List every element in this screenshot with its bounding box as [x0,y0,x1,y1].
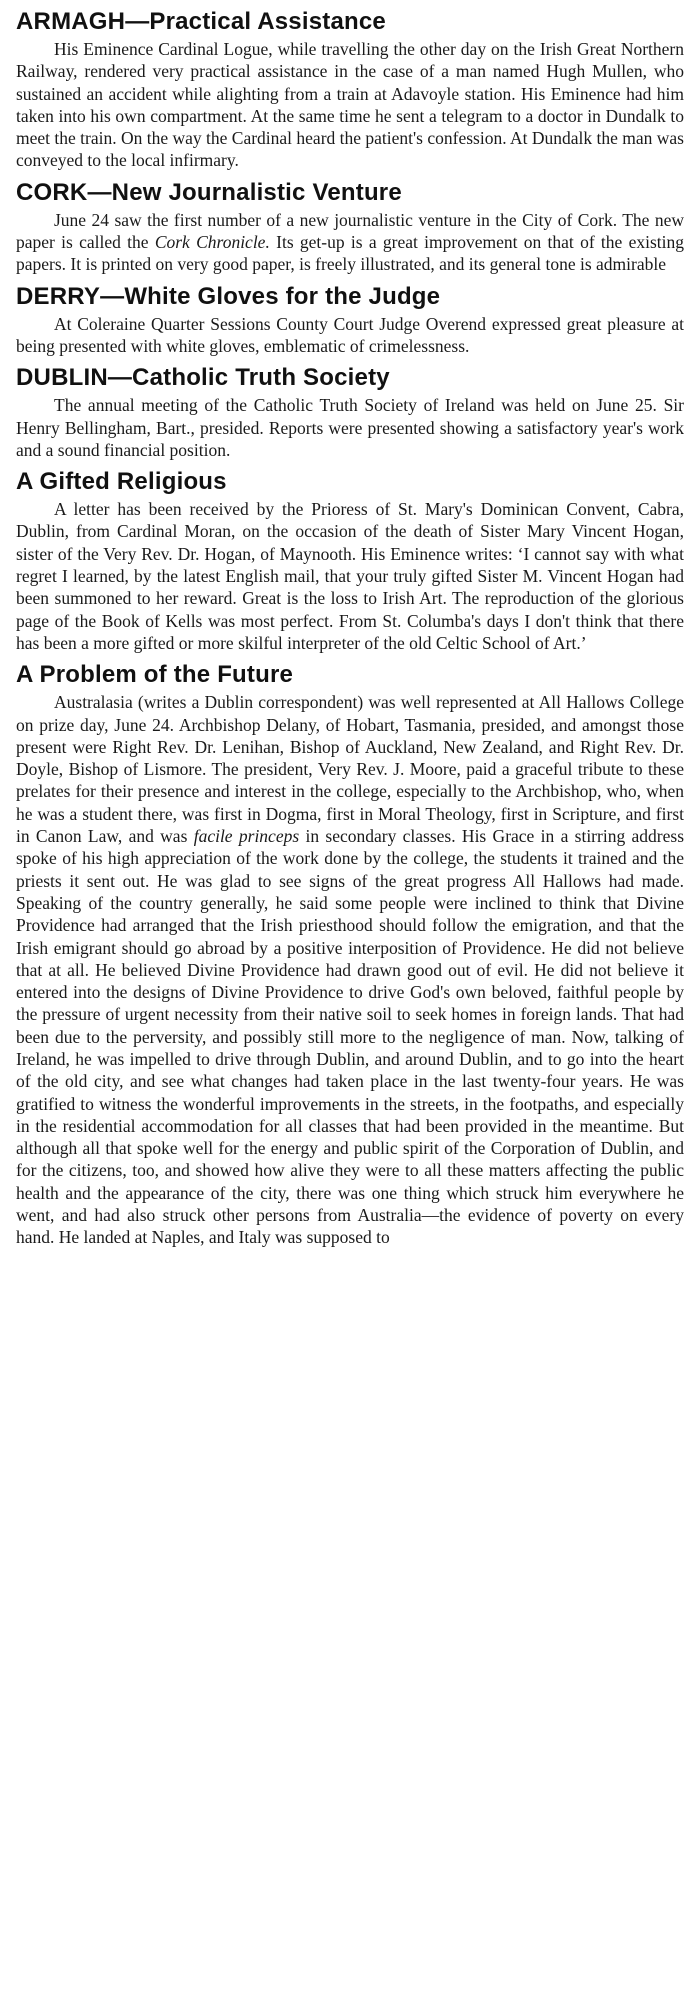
article-headline: DUBLIN—Catholic Truth Society [16,364,390,392]
article-body [16,691,684,1248]
newspaper-title: Cork Chronicle. [154,232,270,253]
newspaper-column [16,6,684,1256]
article-problem-of-the-future [16,661,684,1248]
body-text-run: June 24 saw the first number of a new journalistic venture in the City of Cork. The new paper is called the [16,209,684,253]
body-text-run: in secondary classes. His Grace in a stirring address spoke of his high appreciation of the work done by the college, the students it trained and the priests it sent out. He was glad to see signs of the great progress All Hallows had made. Speaking of the country generally, he said some people were inclined to think that Divine Providence had arranged that the Irish priesthood should follow the emigration, and that the Irish emigrant should go abroad by a positive interposition of Providence. He did not believe that at all. He believed Divine Providence had drawn good out of evil. He did not believe it entered into the designs of Divine Providence to drive God's own beloved, faithful people by the pressure of urgent necessity from their native soil to seek homes in foreign lands. That had been due to the perversity, and possibly still more to the negligence of man. Now, talking of Ireland, he was impelled to drive through Dublin, and around Dublin, and to go into the heart of the old city, and see what changes had taken place in the last twenty-four years. He was gratified to witness the wonderful improvements in the streets, in the footpaths, and especially in the residential accommodation for all classes that had been provided in the meantime. But although all that spoke well for the energy and public spirit of the Corporation of Dublin, and for the citizens, too, and showed how alive they were to all these matters affecting the public health and the appearance of the city, there was one thing which struck him everywhere he went, and had also struck other persons from Australia—the evidence of poverty on every hand. He landed at Naples, and Italy was supposed to [16,826,685,1248]
article-headline: DERRY—White Gloves for the Judge [16,282,441,310]
article-gifted-religious [16,468,684,654]
article-body: A letter has been received by the Prioress of St. Mary's Dominican Convent, Cabra, Dublin, from Cardinal Moran, on the occasion of the death of Sister Mary Vincent Hogan, sister of the Very Rev. Dr. Hogan, of Maynooth. His Eminence writes: ‘I cannot say with what regret I learned, by the latest English mail, that your truly gifted Sister M. Vincent Hogan had been summoned to her reward. Great is the loss to Irish Art. The reproduction of the glorious page of the Book of Kells was most perfect. From St. Columba's days I don't think that there has been a more gifted or more skilful interpreter of the old Celtic School of Art.’ [16,499,684,653]
body-text-run: Australasia (writes a Dublin correspondent) was well represented at All Hallows College on prize day, June 24. Archbishop Delany, of Hobart, Tasmania, presided, and amongst those present were Right Rev. Dr. Lenihan, Bishop of Auckland, New Zealand, and Right Rev. Dr. Doyle, Bishop of Lismore. The president, Very Rev. J. Moore, paid a graceful tribute to these prelates for their presence and interest in the college, especially to the Archbishop, who, when he was a student there, was first in Dogma, first in Moral Theology, first in Scripture, and first in Canon Law, and was [16,692,684,847]
article-body: At Coleraine Quarter Sessions County Court Judge Overend expressed great pleasure at being presented with white gloves, emblematic of crimelessness. [16,313,684,356]
latin-phrase: facile princeps [193,826,300,847]
article-cork [16,179,684,276]
article-dublin [16,364,684,461]
article-body: The annual meeting of the Catholic Truth Society of Ireland was held on June 25. Sir Henry Bellingham, Bart., presided. Reports were presented showing a satisfactory year's work and a sound financial position. [16,395,684,460]
article-headline: CORK—New Journalistic Venture [16,178,402,206]
article-headline: A Gifted Religious [16,468,227,496]
article-armagh [16,8,684,172]
article-body: His Eminence Cardinal Logue, while travelling the other day on the Irish Great Northern Railway, rendered very practical assistance in the case of a man named Hugh Mullen, who sustained an accident while alighting from a train at Adavoyle station. His Eminence had him taken into his own compartment. At the same time he sent a telegram to a doctor in Dundalk to meet the train. On the way the Cardinal heard the patient's confession. At Dundalk the man was conveyed to the local infirmary. [16,39,684,171]
article-body [16,209,684,276]
article-headline: A Problem of the Future [16,661,294,689]
article-derry [16,283,684,358]
body-text-run: Its get-up is a great improvement on that of the existing papers. It is printed on very good paper, is freely illustrated, and its general tone is admirable [16,232,685,275]
article-headline: ARMAGH—Practical Assistance [16,8,386,35]
